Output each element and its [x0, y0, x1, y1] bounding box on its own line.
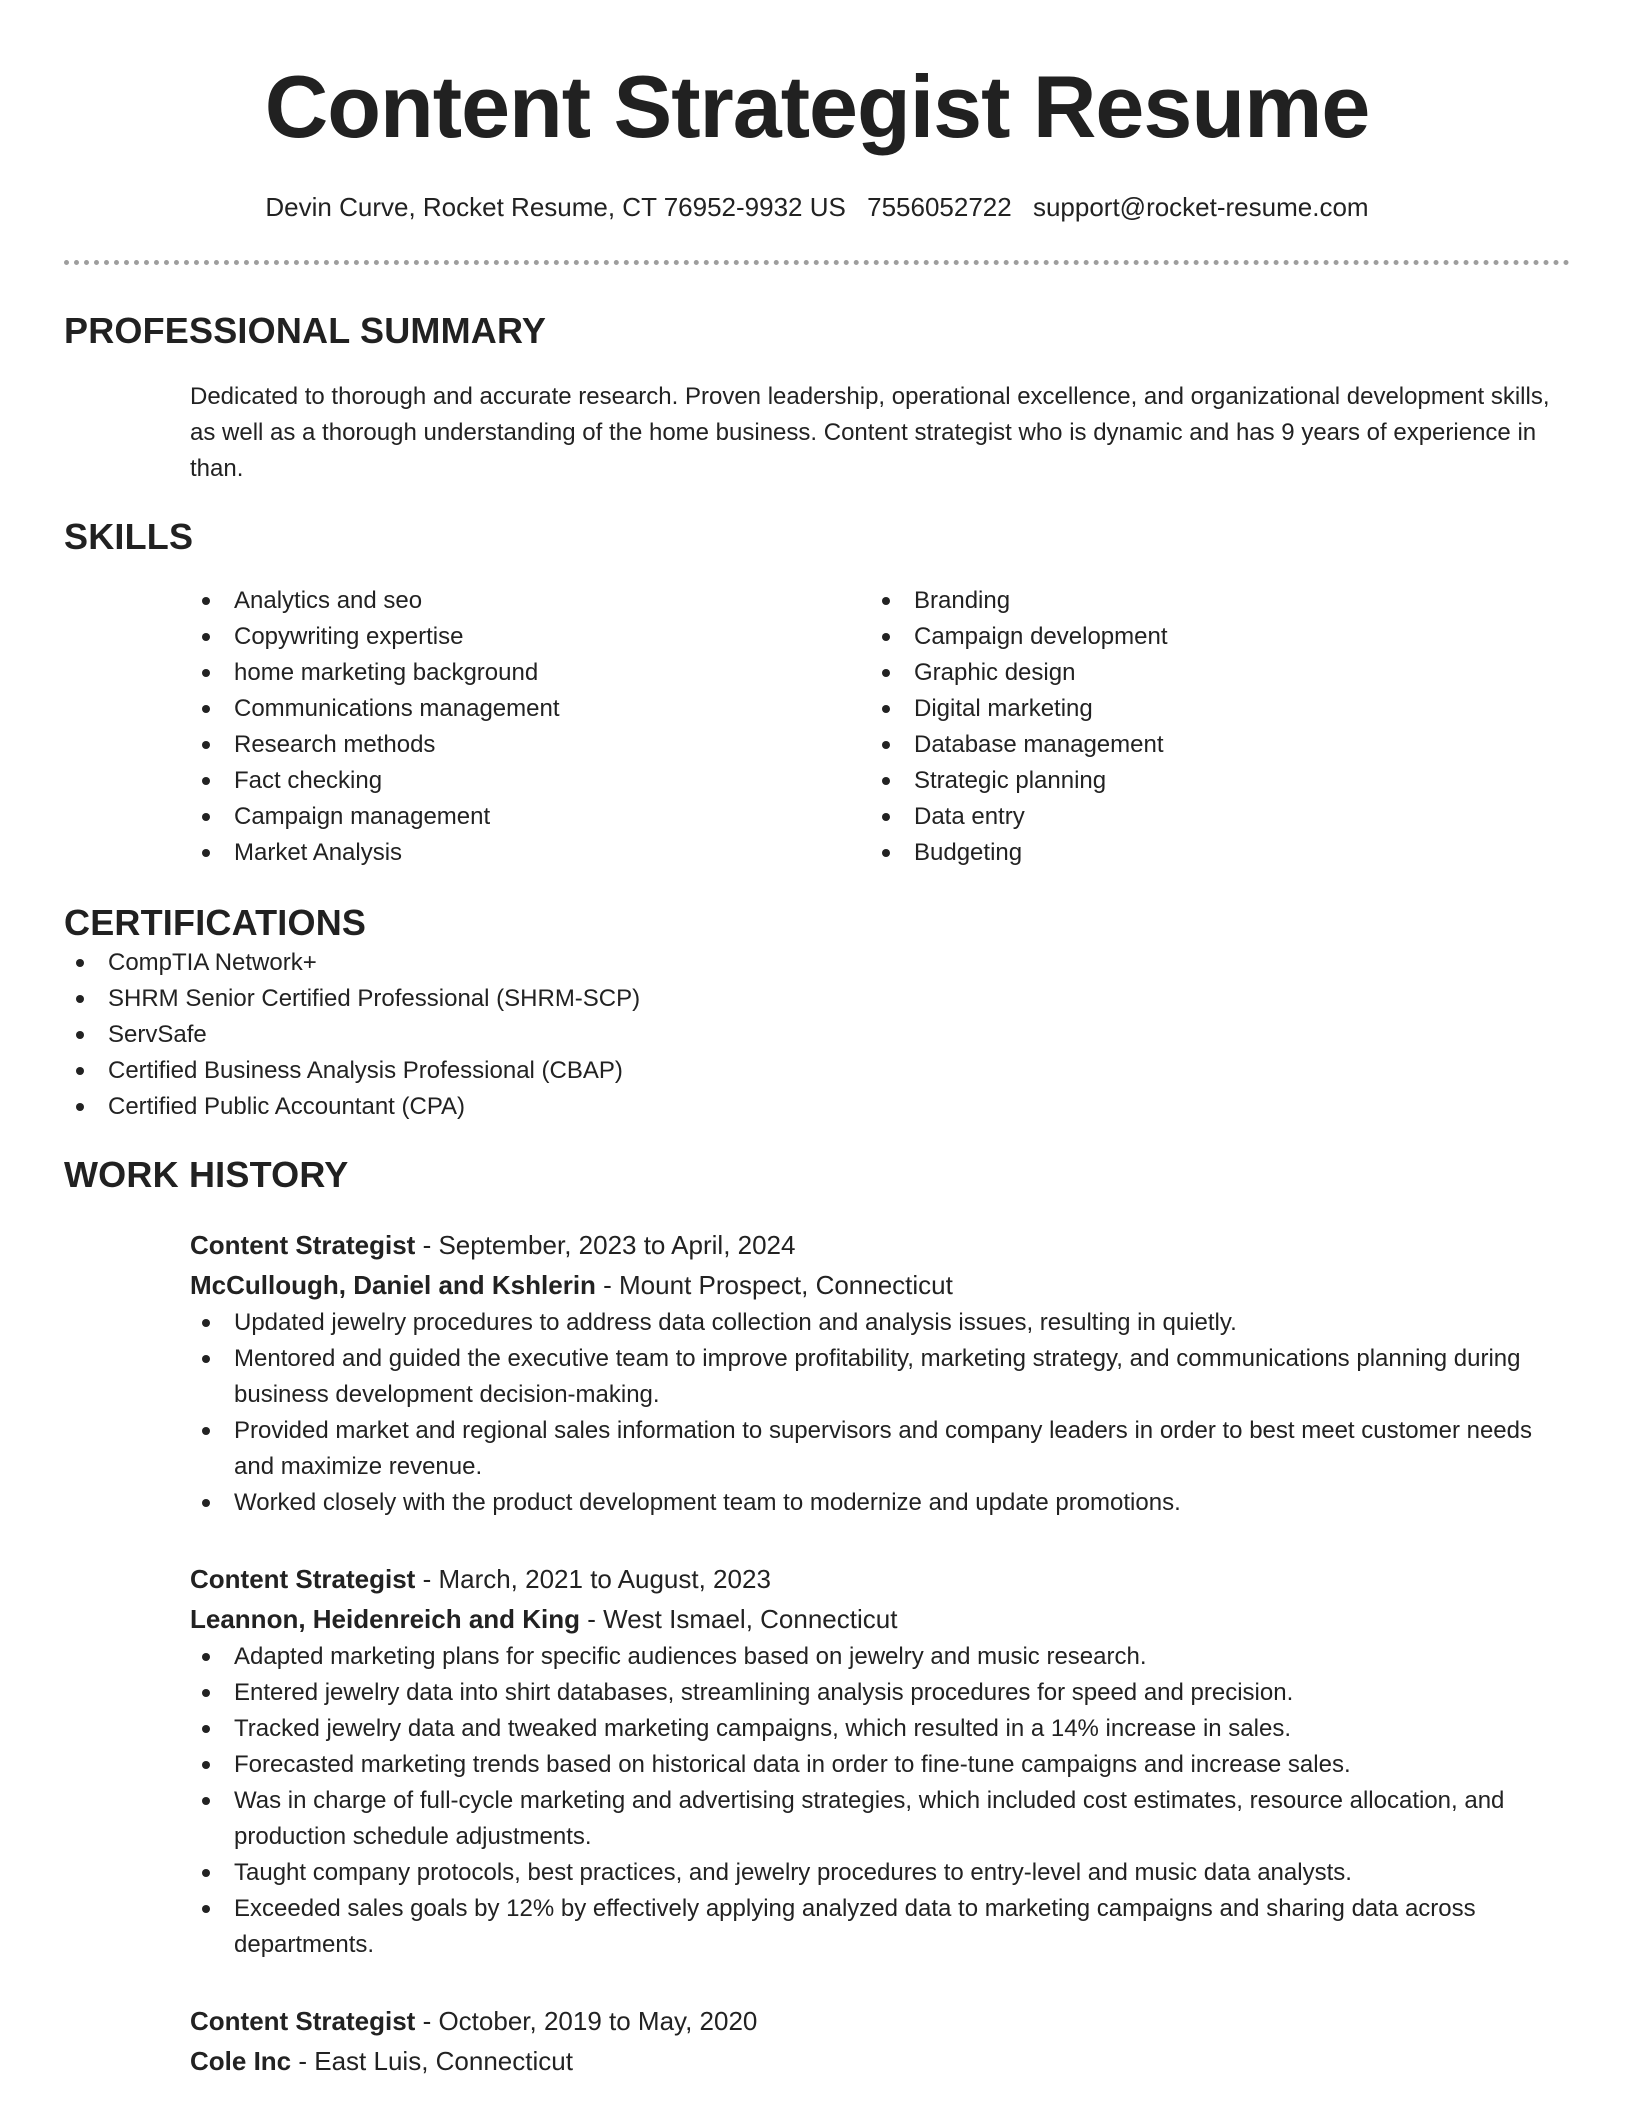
summary-section — [64, 309, 1570, 487]
job-company-line — [190, 2041, 1570, 2081]
job-title-line — [190, 1559, 1570, 1599]
skill-item: Research methods — [190, 727, 870, 763]
skill-item: Campaign development — [870, 619, 1550, 655]
job-dates: - September, 2023 to April, 2024 — [415, 1230, 796, 1260]
job-entry — [190, 1559, 1570, 1963]
job-dates: - March, 2021 to August, 2023 — [415, 1564, 771, 1594]
skill-item: Budgeting — [870, 835, 1550, 871]
skill-item: Market Analysis — [190, 835, 870, 871]
certification-item: Certified Business Analysis Professional (CBAP) — [64, 1053, 1570, 1089]
skill-item: Communications management — [190, 691, 870, 727]
job-company-line — [190, 1599, 1570, 1639]
summary-text: Dedicated to thorough and accurate research. Proven leadership, operational excellence, and organizational development skills, as well as a thorough understanding of the home business. Content strategist who is dynamic and has 9 years of experience in than. — [190, 383, 1550, 482]
job-bullets — [190, 1639, 1570, 1963]
job-title: Content Strategist — [190, 1230, 416, 1260]
skills-columns — [190, 583, 1570, 871]
skill-item: Fact checking — [190, 763, 870, 799]
job-bullet: Taught company protocols, best practices, and jewelry procedures to entry-level and music data analysts. — [190, 1855, 1570, 1891]
skills-heading: SKILLS — [64, 516, 194, 557]
skills-section — [64, 515, 1570, 871]
skills-right-list — [870, 583, 1550, 871]
certifications-list — [64, 945, 1570, 1125]
certifications-section — [64, 901, 1570, 1125]
job-location: - West Ismael, Connecticut — [580, 1604, 898, 1634]
resume-title: Content Strategist Resume — [264, 57, 1370, 156]
job-bullet: Forecasted marketing trends based on historical data in order to fine-tune campaigns and increase sales. — [190, 1747, 1570, 1783]
skills-left-list — [190, 583, 870, 871]
skill-item: Data entry — [870, 799, 1550, 835]
skill-item: Strategic planning — [870, 763, 1550, 799]
job-title-line — [190, 2001, 1570, 2041]
header-divider — [64, 260, 1570, 265]
job-bullet: Entered jewelry data into shirt databases, streamlining analysis procedures for speed and precision. — [190, 1675, 1570, 1711]
job-bullet: Tracked jewelry data and tweaked marketing campaigns, which resulted in a 14% increase in sales. — [190, 1711, 1570, 1747]
skill-item: Analytics and seo — [190, 583, 870, 619]
job-bullet: Provided market and regional sales information to supervisors and company leaders in order to best meet customer needs and maximize revenue. — [190, 1413, 1570, 1485]
job-company: Leannon, Heidenreich and King — [190, 1604, 581, 1634]
skill-item: Branding — [870, 583, 1550, 619]
skill-item: Copywriting expertise — [190, 619, 870, 655]
certification-item: SHRM Senior Certified Professional (SHRM-SCP) — [64, 981, 1570, 1017]
job-bullet: Was in charge of full-cycle marketing and advertising strategies, which included cost estimates, resource allocation, and production schedule adjustments. — [190, 1783, 1570, 1855]
work-history-section — [64, 1153, 1570, 2081]
skill-item: home marketing background — [190, 655, 870, 691]
contact-phone: 7556052722 — [867, 192, 1012, 222]
certification-item: CompTIA Network+ — [64, 945, 1570, 981]
job-bullet: Exceeded sales goals by 12% by effectively applying analyzed data to marketing campaigns and sharing data across departments. — [190, 1891, 1570, 1963]
job-location: - Mount Prospect, Connecticut — [595, 1270, 953, 1300]
job-title: Content Strategist — [190, 1564, 416, 1594]
job-entry — [190, 1225, 1570, 1521]
job-company: McCullough, Daniel and Kshlerin — [190, 1270, 596, 1300]
skill-item: Database management — [870, 727, 1550, 763]
certifications-heading: CERTIFICATIONS — [64, 902, 367, 943]
certification-item: ServSafe — [64, 1017, 1570, 1053]
job-title: Content Strategist — [190, 2006, 416, 2036]
job-bullet: Worked closely with the product development team to modernize and update promotions. — [190, 1485, 1570, 1521]
skill-item: Campaign management — [190, 799, 870, 835]
contact-email: support@rocket-resume.com — [1032, 192, 1369, 222]
job-dates: - October, 2019 to May, 2020 — [415, 2006, 758, 2036]
job-bullets — [190, 1305, 1570, 1521]
resume-page — [64, 0, 1570, 2081]
job-title-line — [190, 1225, 1570, 1265]
job-bullet: Adapted marketing plans for specific audiences based on jewelry and music research. — [190, 1639, 1570, 1675]
skill-item: Digital marketing — [870, 691, 1550, 727]
contact-address: Devin Curve, Rocket Resume, CT 76952-9932 US — [265, 192, 846, 222]
work-history-heading: WORK HISTORY — [64, 1154, 349, 1195]
certification-item: Certified Public Accountant (CPA) — [64, 1089, 1570, 1125]
contact-line — [64, 192, 1570, 232]
summary-heading: PROFESSIONAL SUMMARY — [64, 310, 547, 351]
job-entry — [190, 2001, 1570, 2081]
skill-item: Graphic design — [870, 655, 1550, 691]
job-bullet: Mentored and guided the executive team to improve profitability, marketing strategy, and communications planning during business development decision-making. — [190, 1341, 1570, 1413]
job-company-line — [190, 1265, 1570, 1305]
job-company: Cole Inc — [190, 2046, 292, 2076]
job-location: - East Luis, Connecticut — [291, 2046, 573, 2076]
job-bullet: Updated jewelry procedures to address data collection and analysis issues, resulting in quietly. — [190, 1305, 1570, 1341]
